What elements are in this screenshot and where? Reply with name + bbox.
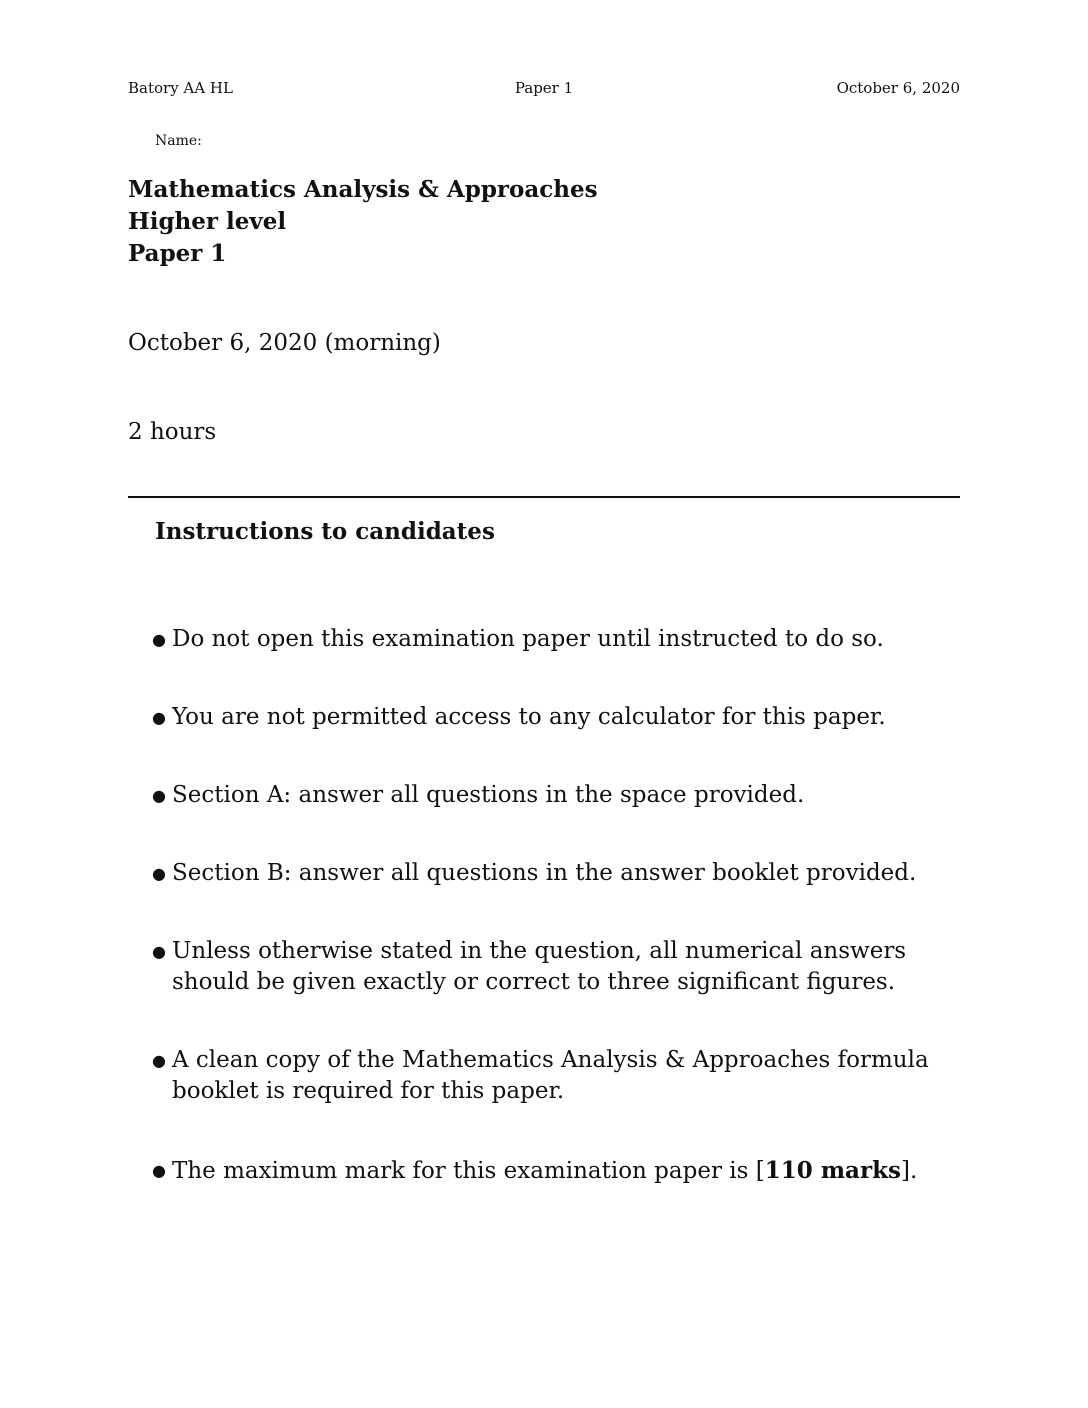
bullet-icon: ● bbox=[152, 1161, 166, 1180]
instruction-item bbox=[152, 936, 964, 998]
instruction-item-max-mark bbox=[152, 1155, 964, 1187]
instruction-text: You are not permitted access to any calculator for this paper. bbox=[172, 704, 886, 730]
exam-duration: 2 hours bbox=[128, 419, 217, 445]
max-mark-prefix: The maximum mark for this examination paper is [ bbox=[172, 1158, 765, 1184]
header-course: Batory AA HL bbox=[128, 79, 233, 97]
title-level: Higher level bbox=[128, 208, 287, 235]
instruction-item bbox=[152, 780, 964, 811]
bullet-icon: ● bbox=[152, 864, 166, 883]
max-mark-value: 110 marks bbox=[764, 1157, 901, 1184]
bullet-icon: ● bbox=[152, 942, 166, 961]
instruction-text: Section A: answer all questions in the space provided. bbox=[172, 782, 805, 808]
instruction-item bbox=[152, 858, 964, 889]
instruction-text: Do not open this examination paper until instructed to do so. bbox=[172, 626, 884, 652]
instruction-item bbox=[152, 1045, 964, 1107]
name-label: Name: bbox=[155, 133, 202, 149]
divider bbox=[128, 496, 960, 498]
header-paper: Paper 1 bbox=[514, 79, 574, 97]
title-paper: Paper 1 bbox=[128, 240, 227, 267]
bullet-icon: ● bbox=[152, 708, 166, 727]
exam-session: October 6, 2020 (morning) bbox=[128, 330, 441, 356]
max-mark-suffix: ]. bbox=[900, 1158, 918, 1184]
bullet-icon: ● bbox=[152, 786, 166, 805]
instruction-item bbox=[152, 624, 964, 655]
bullet-icon: ● bbox=[152, 1051, 166, 1070]
title-subject: Mathematics Analysis & Approaches bbox=[128, 176, 598, 203]
instruction-text: A clean copy of the Mathematics Analysis & Approaches formula booklet is required for this paper. bbox=[172, 1047, 929, 1104]
instruction-text: Section B: answer all questions in the answer booklet provided. bbox=[172, 860, 917, 886]
header-date: October 6, 2020 bbox=[836, 79, 960, 97]
exam-title bbox=[128, 174, 598, 270]
instruction-item bbox=[152, 702, 964, 733]
instructions-heading: Instructions to candidates bbox=[155, 518, 495, 545]
instruction-text: Unless otherwise stated in the question, all numerical answers should be given exactly or correct to three significant figures. bbox=[172, 938, 907, 995]
bullet-icon: ● bbox=[152, 630, 166, 649]
